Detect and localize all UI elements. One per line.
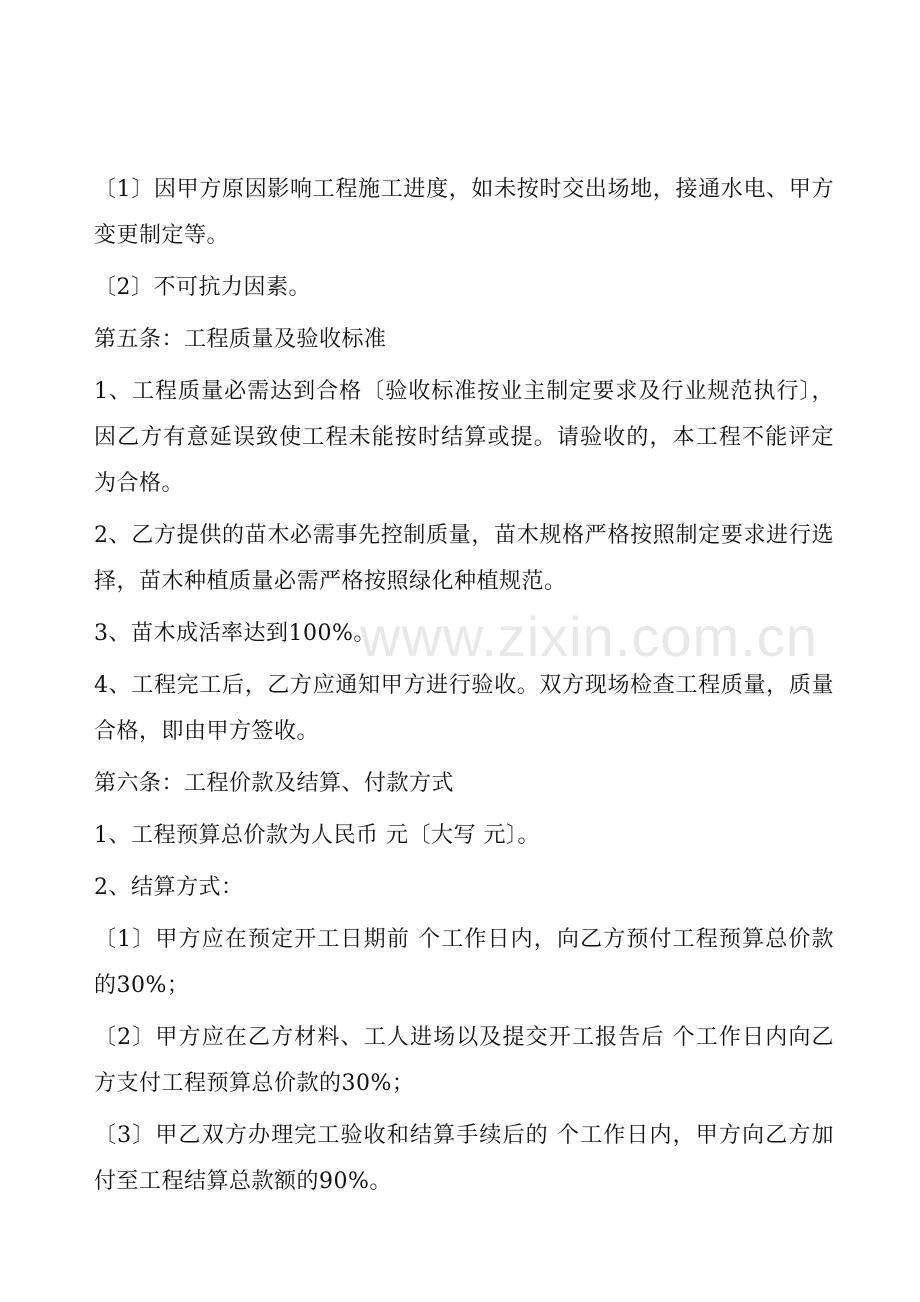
payment-step-2: 〔2〕甲方应在乙方材料、工人进场以及提交开工报告后 个工作日内向乙方支付工程预算总价款的30%； [94,1025,834,1096]
payment-step-3: 〔3〕甲乙双方办理完工验收和结算手续后的 个工作日内，甲方向乙方加付至工程结算总款额的90%。 [94,1123,834,1194]
quality-item-2: 2、乙方提供的苗木必需事先控制质量，苗木规格严格按照制定要求进行选择，苗木种植质量必需严格按照绿化种植规范。 [94,523,834,594]
payment-step-1: 〔1〕甲方应在预定开工日期前 个工作日内，向乙方预付工程预算总价款的30%； [94,927,834,998]
document-body [94,167,834,1211]
article-five-heading: 第五条：工程质量及验收标准 [94,327,387,352]
price-item-1: 1、工程预算总价款为人民币 元〔大写 元〕。 [94,823,540,848]
quality-item-4: 4、工程完工后，乙方应通知甲方进行验收。双方现场检查工程质量，质量合格，即由甲方签收。 [94,673,834,744]
clause-delay-reason-2: 〔2〕不可抗力因素。 [94,275,311,300]
article-six-heading: 第六条：工程价款及结算、付款方式 [94,771,455,796]
clause-delay-reason-1: 〔1〕因甲方原因影响工程施工进度，如未按时交出场地，接通水电、甲方变更制定等。 [94,177,834,248]
quality-item-3: 3、苗木成活率达到100%。 [94,621,376,646]
price-item-2: 2、结算方式： [94,875,244,900]
watermark: www.zixin.com.cn [360,605,818,668]
quality-item-1: 1、工程质量必需达到合格〔验收标准按业主制定要求及行业规范执行〕，因乙方有意延误致使工程未能按时结算或提。请验收的，本工程不能评定为合格。 [94,379,834,496]
